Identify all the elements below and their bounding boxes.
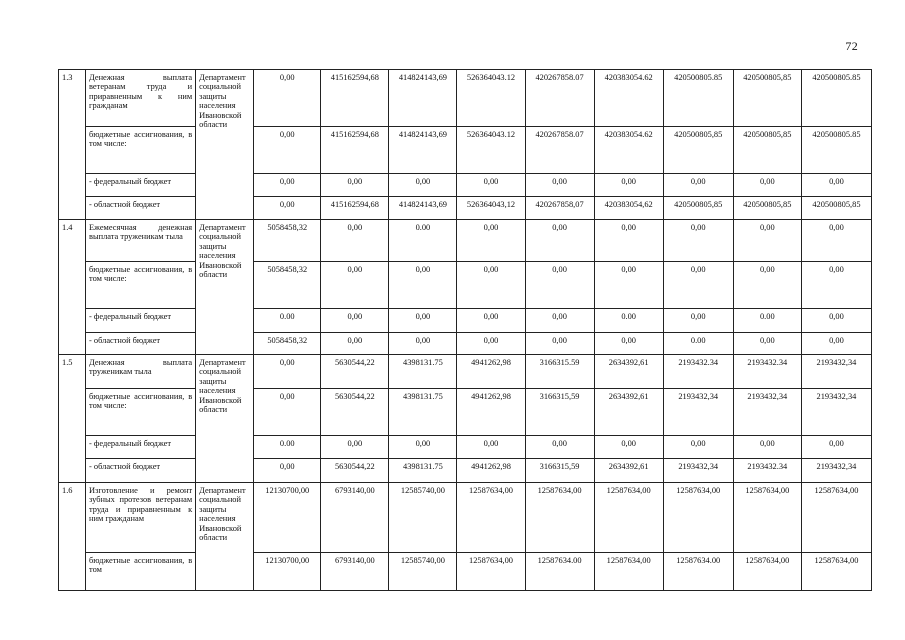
value-cell: 0,00 bbox=[663, 309, 733, 333]
value-cell: 0,00 bbox=[663, 262, 733, 309]
value-cell: 2193432.34 bbox=[733, 355, 801, 389]
budget-label: бюджетные ассигнования, в том числе: bbox=[86, 262, 196, 309]
value-cell: 0.00 bbox=[663, 333, 733, 355]
value-cell: 0.00 bbox=[733, 309, 801, 333]
regional-label: - областной бюджет bbox=[86, 459, 196, 483]
value-cell: 0,00 bbox=[457, 220, 525, 262]
value-cell: 0,00 bbox=[663, 436, 733, 459]
table-row bbox=[59, 220, 872, 262]
value-cell: 0,00 bbox=[525, 220, 594, 262]
federal-budget-row bbox=[59, 436, 872, 459]
value-cell: 0,00 bbox=[663, 220, 733, 262]
measure-name: Денежная выплата ветеранам труда и приравненным к ним гражданам bbox=[86, 70, 196, 127]
value-cell: 420267858.07 bbox=[525, 127, 594, 174]
value-cell: 12587634,00 bbox=[733, 553, 801, 591]
value-cell: 0,00 bbox=[254, 355, 321, 389]
value-cell: 3166315.59 bbox=[525, 355, 594, 389]
value-cell: 420500805,85 bbox=[663, 197, 733, 220]
value-cell: 12130700,00 bbox=[254, 483, 321, 553]
value-cell: 12587634,00 bbox=[663, 483, 733, 553]
value-cell: 0,00 bbox=[594, 436, 663, 459]
federal-label: - федеральный бюджет bbox=[86, 174, 196, 197]
budget-allocations-row bbox=[59, 389, 872, 436]
value-cell: 526364043.12 bbox=[457, 70, 525, 127]
value-cell: 5630544,22 bbox=[321, 355, 389, 389]
federal-label: - федеральный бюджет bbox=[86, 436, 196, 459]
value-cell: 0,00 bbox=[254, 389, 321, 436]
value-cell: 0,00 bbox=[254, 197, 321, 220]
value-cell: 0.00 bbox=[254, 436, 321, 459]
value-cell: 2193432,34 bbox=[801, 459, 871, 483]
value-cell: 0,00 bbox=[321, 333, 389, 355]
value-cell: 0,00 bbox=[321, 436, 389, 459]
value-cell: 0,00 bbox=[321, 262, 389, 309]
measure-name: Денежная выплата труженикам тыла bbox=[86, 355, 196, 389]
value-cell: 0,00 bbox=[525, 174, 594, 197]
value-cell: 6793140,00 bbox=[321, 483, 389, 553]
federal-budget-row bbox=[59, 309, 872, 333]
budget-table bbox=[58, 69, 872, 591]
value-cell: 415162594,68 bbox=[321, 127, 389, 174]
value-cell: 12587634.00 bbox=[525, 553, 594, 591]
value-cell: 0,00 bbox=[594, 220, 663, 262]
value-cell: 420383054.62 bbox=[594, 70, 663, 127]
value-cell: 415162594,68 bbox=[321, 197, 389, 220]
value-cell: 414824143,69 bbox=[389, 127, 457, 174]
value-cell: 5630544,22 bbox=[321, 459, 389, 483]
value-cell: 0,00 bbox=[254, 70, 321, 127]
value-cell: 0,00 bbox=[733, 262, 801, 309]
value-cell: 0,00 bbox=[594, 333, 663, 355]
responsible-department: Департамент социальной защиты населения Ивановской области bbox=[196, 70, 254, 220]
value-cell: 0,00 bbox=[733, 333, 801, 355]
value-cell: 0,00 bbox=[389, 436, 457, 459]
value-cell: 0,00 bbox=[525, 309, 594, 333]
value-cell: 0,00 bbox=[594, 262, 663, 309]
value-cell: 0,00 bbox=[389, 174, 457, 197]
value-cell: 0,00 bbox=[525, 262, 594, 309]
value-cell: 5058458,32 bbox=[254, 262, 321, 309]
table-row bbox=[59, 70, 872, 127]
value-cell: 5630544,22 bbox=[321, 389, 389, 436]
value-cell: 0,00 bbox=[321, 220, 389, 262]
value-cell: 12585740,00 bbox=[389, 553, 457, 591]
value-cell: 0,00 bbox=[457, 436, 525, 459]
value-cell: 0,00 bbox=[321, 174, 389, 197]
value-cell: 0,00 bbox=[389, 262, 457, 309]
value-cell: 12587634,00 bbox=[801, 483, 871, 553]
value-cell: 415162594,68 bbox=[321, 70, 389, 127]
budget-label: бюджетные ассигнования, в том числе: bbox=[86, 389, 196, 436]
value-cell: 0,00 bbox=[254, 127, 321, 174]
value-cell: 420500805,85 bbox=[733, 70, 801, 127]
value-cell: 0,00 bbox=[254, 459, 321, 483]
value-cell: 12587634,00 bbox=[457, 483, 525, 553]
federal-budget-row bbox=[59, 174, 872, 197]
value-cell: 2634392,61 bbox=[594, 355, 663, 389]
value-cell: 4398131.75 bbox=[389, 459, 457, 483]
responsible-department: Департамент социальной защиты населения Ивановской области bbox=[196, 220, 254, 355]
value-cell: 0.00 bbox=[389, 220, 457, 262]
value-cell: 0,00 bbox=[389, 333, 457, 355]
value-cell: 4941262,98 bbox=[457, 459, 525, 483]
row-index: 1.4 bbox=[59, 220, 86, 355]
value-cell: 12587634,00 bbox=[594, 483, 663, 553]
value-cell: 0,00 bbox=[801, 262, 871, 309]
value-cell: 3166315,59 bbox=[525, 459, 594, 483]
value-cell: 0,00 bbox=[594, 174, 663, 197]
value-cell: 12587634,00 bbox=[801, 553, 871, 591]
value-cell: 0,00 bbox=[733, 174, 801, 197]
value-cell: 420383054,62 bbox=[594, 197, 663, 220]
value-cell: 2193432.34 bbox=[733, 459, 801, 483]
budget-allocations-row bbox=[59, 127, 872, 174]
regional-budget-row bbox=[59, 197, 872, 220]
budget-allocations-row bbox=[59, 262, 872, 309]
budget-allocations-row bbox=[59, 553, 872, 591]
value-cell: 2193432,34 bbox=[663, 459, 733, 483]
table-row bbox=[59, 483, 872, 553]
responsible-department: Департамент социальной защиты населения Ивановской области bbox=[196, 355, 254, 483]
value-cell: 420500805.85 bbox=[801, 127, 871, 174]
value-cell: 12587634.00 bbox=[663, 553, 733, 591]
value-cell: 12587634,00 bbox=[733, 483, 801, 553]
regional-budget-row bbox=[59, 333, 872, 355]
table-row bbox=[59, 355, 872, 389]
value-cell: 0,00 bbox=[525, 436, 594, 459]
value-cell: 2193432,34 bbox=[801, 355, 871, 389]
value-cell: 2193432,34 bbox=[733, 389, 801, 436]
value-cell: 12130700,00 bbox=[254, 553, 321, 591]
budget-label: бюджетные ассигнования, в том bbox=[86, 553, 196, 591]
value-cell: 5058458,32 bbox=[254, 333, 321, 355]
value-cell: 0,00 bbox=[801, 220, 871, 262]
value-cell: 0,00 bbox=[457, 262, 525, 309]
regional-label: - областной бюджет bbox=[86, 333, 196, 355]
value-cell: 420500805,85 bbox=[733, 127, 801, 174]
page-number: 72 bbox=[845, 39, 858, 53]
value-cell: 0,00 bbox=[457, 333, 525, 355]
value-cell: 0,00 bbox=[801, 309, 871, 333]
row-index: 1.3 bbox=[59, 70, 86, 220]
value-cell: 4398131.75 bbox=[389, 389, 457, 436]
responsible-department: Департамент социальной защиты населения Ивановской области bbox=[196, 483, 254, 591]
federal-label: - федеральный бюджет bbox=[86, 309, 196, 333]
value-cell: 0,00 bbox=[663, 174, 733, 197]
value-cell: 4941262,98 bbox=[457, 389, 525, 436]
value-cell: 420500805,85 bbox=[801, 197, 871, 220]
value-cell: 6793140,00 bbox=[321, 553, 389, 591]
measure-name: Ежемесячная денежная выплата труженикам тыла bbox=[86, 220, 196, 262]
value-cell: 2634392,61 bbox=[594, 389, 663, 436]
value-cell: 0.00 bbox=[254, 309, 321, 333]
value-cell: 0,00 bbox=[801, 174, 871, 197]
value-cell: 0,00 bbox=[457, 309, 525, 333]
value-cell: 420267858.07 bbox=[525, 70, 594, 127]
regional-budget-row bbox=[59, 459, 872, 483]
value-cell: 12587634,00 bbox=[525, 483, 594, 553]
budget-label: бюджетные ассигнования, в том числе: bbox=[86, 127, 196, 174]
value-cell: 0,00 bbox=[733, 436, 801, 459]
value-cell: 2634392,61 bbox=[594, 459, 663, 483]
value-cell: 3166315,59 bbox=[525, 389, 594, 436]
value-cell: 414824143,69 bbox=[389, 197, 457, 220]
value-cell: 12587634,00 bbox=[594, 553, 663, 591]
value-cell: 420383054.62 bbox=[594, 127, 663, 174]
value-cell: 0,00 bbox=[801, 333, 871, 355]
value-cell: 0,00 bbox=[733, 220, 801, 262]
value-cell: 420267858,07 bbox=[525, 197, 594, 220]
value-cell: 420500805,85 bbox=[663, 127, 733, 174]
value-cell: 12587634,00 bbox=[457, 553, 525, 591]
value-cell: 2193432,34 bbox=[801, 389, 871, 436]
regional-label: - областной бюджет bbox=[86, 197, 196, 220]
value-cell: 0,00 bbox=[457, 174, 525, 197]
value-cell: 0,00 bbox=[525, 333, 594, 355]
value-cell: 0,00 bbox=[321, 309, 389, 333]
value-cell: 0,00 bbox=[389, 309, 457, 333]
value-cell: 4398131.75 bbox=[389, 355, 457, 389]
measure-name: Изготовление и ремонт зубных протезов ветеранам труда и приравненным к ним гражданам bbox=[86, 483, 196, 553]
value-cell: 4941262,98 bbox=[457, 355, 525, 389]
value-cell: 0,00 bbox=[254, 174, 321, 197]
value-cell: 2193432,34 bbox=[663, 389, 733, 436]
value-cell: 526364043.12 bbox=[457, 127, 525, 174]
value-cell: 420500805.85 bbox=[663, 70, 733, 127]
value-cell: 414824143,69 bbox=[389, 70, 457, 127]
row-index: 1.6 bbox=[59, 483, 86, 591]
value-cell: 420500805,85 bbox=[733, 197, 801, 220]
value-cell: 0,00 bbox=[801, 436, 871, 459]
value-cell: 0.00 bbox=[594, 309, 663, 333]
value-cell: 526364043,12 bbox=[457, 197, 525, 220]
row-index: 1.5 bbox=[59, 355, 86, 483]
value-cell: 2193432.34 bbox=[663, 355, 733, 389]
value-cell: 5058458,32 bbox=[254, 220, 321, 262]
value-cell: 12585740,00 bbox=[389, 483, 457, 553]
value-cell: 420500805.85 bbox=[801, 70, 871, 127]
